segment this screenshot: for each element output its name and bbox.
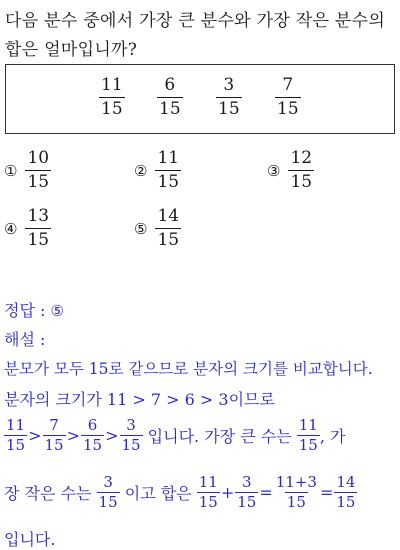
question-line-1: 다음 분수 중에서 가장 큰 분수와 가장 작은 분수의: [5, 11, 386, 31]
math-fraction: $\frac{11+3}{15}$: [275, 473, 317, 511]
box-fraction-4: $\frac{7}{15}$: [277, 75, 299, 119]
answer-line: [4, 298, 64, 321]
explanation-line-4: 장 작은 수는 $\frac{3}{15}$ 이고 합은 $\frac{11}{15}$ + $\frac{3}{15}$ = $\frac{11+3}{15}$ = $\frac{14}{15}$: [4, 473, 356, 511]
answer-value: ⑤: [50, 302, 64, 320]
choice-fraction: $\frac{14}{15}$: [157, 206, 180, 250]
math-fraction: $\frac{6}{15}$: [83, 416, 103, 454]
numerator-comparison: 11 > 7 > 6 > 3: [106, 390, 229, 409]
greater-than: >: [66, 426, 80, 445]
box-fraction-1: $\frac{11}{15}$: [101, 75, 123, 119]
greater-than: >: [105, 426, 119, 445]
fraction-box: [5, 64, 395, 134]
math-fraction: $\frac{14}{15}$: [336, 473, 356, 511]
choice-marker: ⑤: [134, 219, 148, 238]
explanation-line-3: $\frac{11}{15}$ > $\frac{7}{15}$ > $\frac{6}{15}$ > $\frac{3}{15}$ 입니다. 가장 큰 수는 $\frac{11}{15}$ , 가: [6, 416, 346, 454]
greater-than: >: [28, 426, 42, 445]
explanation-line-1: 분모가 모두 15로 같으므로 분자의 크기를 비교합니다.: [4, 360, 373, 378]
explanation-line-5: 입니다.: [4, 530, 56, 549]
box-fraction-2: $\frac{6}{15}$: [159, 75, 181, 119]
choice-marker: ④: [4, 219, 18, 238]
choice-marker: ①: [4, 161, 18, 180]
choice-marker: ③: [267, 161, 281, 180]
explanation-label: 해설 :: [4, 330, 46, 349]
choice-2[interactable]: [134, 150, 181, 191]
answer-label: 정답 :: [4, 301, 51, 320]
math-fraction: $\frac{7}{15}$: [44, 416, 64, 454]
math-fraction: $\frac{3}{15}$: [98, 473, 118, 511]
equals-sign: =: [259, 483, 273, 502]
question-line-2: 합은 얼마입니까?: [5, 40, 138, 60]
choice-3[interactable]: [267, 150, 314, 191]
choice-fraction: $\frac{10}{15}$: [27, 148, 50, 192]
math-fraction: $\frac{3}{15}$: [237, 473, 257, 511]
math-fraction: $\frac{11}{15}$: [298, 416, 318, 454]
explanation-line-2: 분자의 크기가 11 > 7 > 6 > 3이므로: [4, 390, 275, 409]
choice-4[interactable]: [4, 208, 51, 249]
plus-sign: +: [220, 483, 235, 502]
math-fraction: $\frac{11}{15}$: [6, 416, 26, 454]
choice-fraction: $\frac{11}{15}$: [157, 148, 180, 192]
choice-marker: ②: [134, 161, 148, 180]
box-fraction-3: $\frac{3}{15}$: [218, 75, 240, 119]
equals-sign: =: [319, 483, 334, 502]
choice-fraction: $\frac{12}{15}$: [290, 148, 313, 192]
choice-fraction: $\frac{13}{15}$: [27, 206, 50, 250]
math-fraction: $\frac{3}{15}$: [121, 416, 141, 454]
choice-5[interactable]: [134, 208, 181, 249]
math-fraction: $\frac{11}{15}$: [198, 473, 218, 511]
choice-1[interactable]: [4, 150, 51, 191]
